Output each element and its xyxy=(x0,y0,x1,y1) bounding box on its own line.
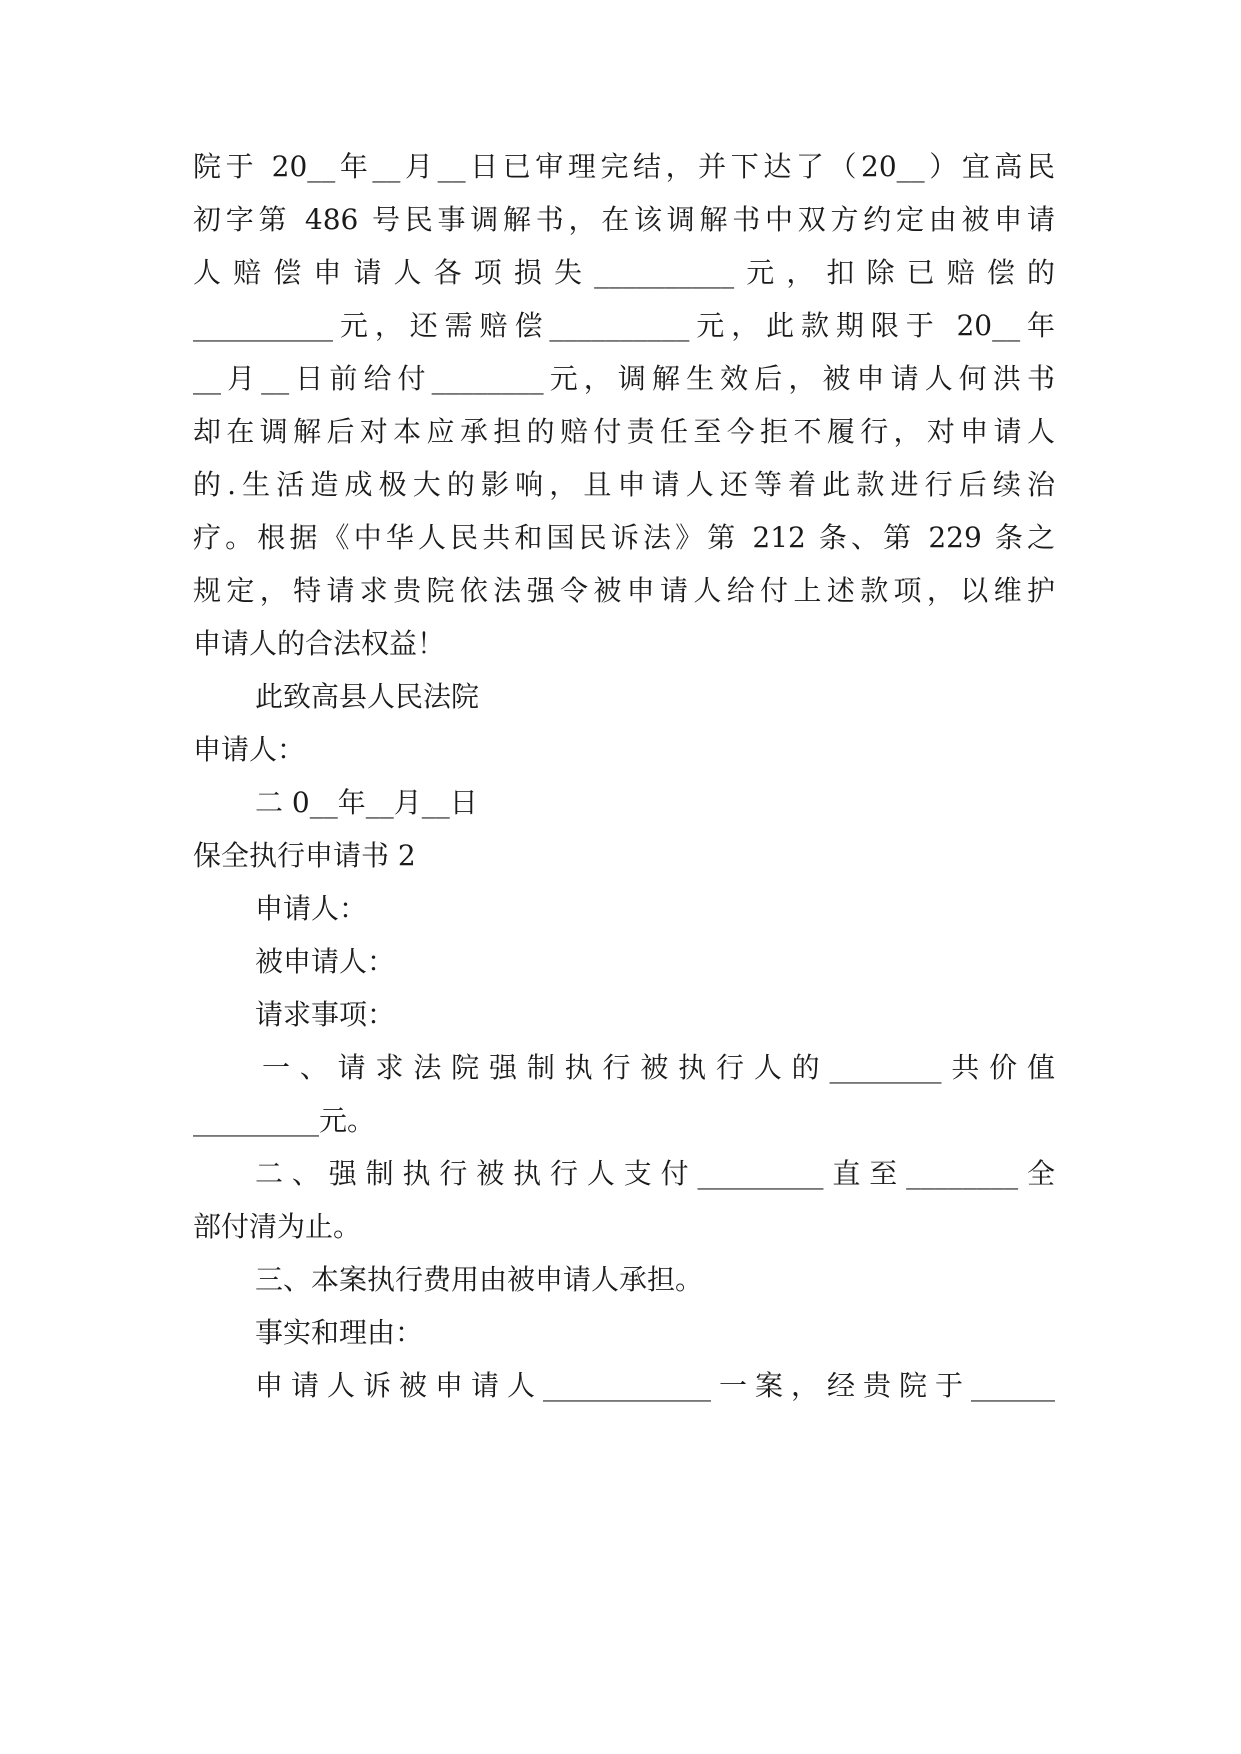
applicant-signature-label: 申请人： xyxy=(193,733,306,766)
paragraph-line: 申请人诉被申请人____________一案，经贵院于______ xyxy=(255,1369,1055,1402)
request-item-continued: 部付清为止。 xyxy=(193,1210,362,1243)
addressee-line: 此致高县人民法院 xyxy=(255,680,480,713)
paragraph-line: 人赔偿申请人各项损失__________元，扣除已赔偿的 xyxy=(193,256,1055,289)
paragraph-line: 的.生活造成极大的影响，且申请人还等着此款进行后续治 xyxy=(193,468,1055,501)
paragraph-line: 初字第 486 号民事调解书，在该调解书中双方约定由被申请 xyxy=(193,203,1055,236)
applicant-label: 申请人： xyxy=(255,892,368,925)
facts-heading: 事实和理由： xyxy=(255,1316,424,1349)
request-item: 二、强制执行被执行人支付_________直至________全 xyxy=(255,1157,1055,1190)
request-item: 一、请求法院强制执行被执行人的________共价值 xyxy=(262,1051,1055,1084)
paragraph-line: __月__日前给付________元，调解生效后，被申请人何洪书 xyxy=(193,362,1055,395)
paragraph-line: 却在调解后对本应承担的赔付责任至今拒不履行，对申请人 xyxy=(193,415,1055,448)
section-title: 保全执行申请书 2 xyxy=(193,839,416,872)
paragraph-line: __________元，还需赔偿__________元，此款期限于 20__年 xyxy=(193,309,1055,342)
paragraph-line: 疗。根据《中华人民共和国民诉法》第 212 条、第 229 条之 xyxy=(193,521,1055,554)
request-item-continued: _________元。 xyxy=(193,1104,376,1137)
request-item: 三、本案执行费用由被申请人承担。 xyxy=(255,1263,704,1296)
paragraph-line: 规定，特请求贵院依法强令被申请人给付上述款项，以维护 xyxy=(193,574,1055,607)
paragraph-line: 申请人的合法权益！ xyxy=(193,627,446,660)
date-line: 二 0__年__月__日 xyxy=(255,786,478,819)
paragraph-line: 院于 20__年__月__日已审理完结，并下达了（20__）宜高民 xyxy=(193,150,1055,183)
requests-heading: 请求事项： xyxy=(255,998,396,1031)
respondent-label: 被申请人： xyxy=(255,945,396,978)
